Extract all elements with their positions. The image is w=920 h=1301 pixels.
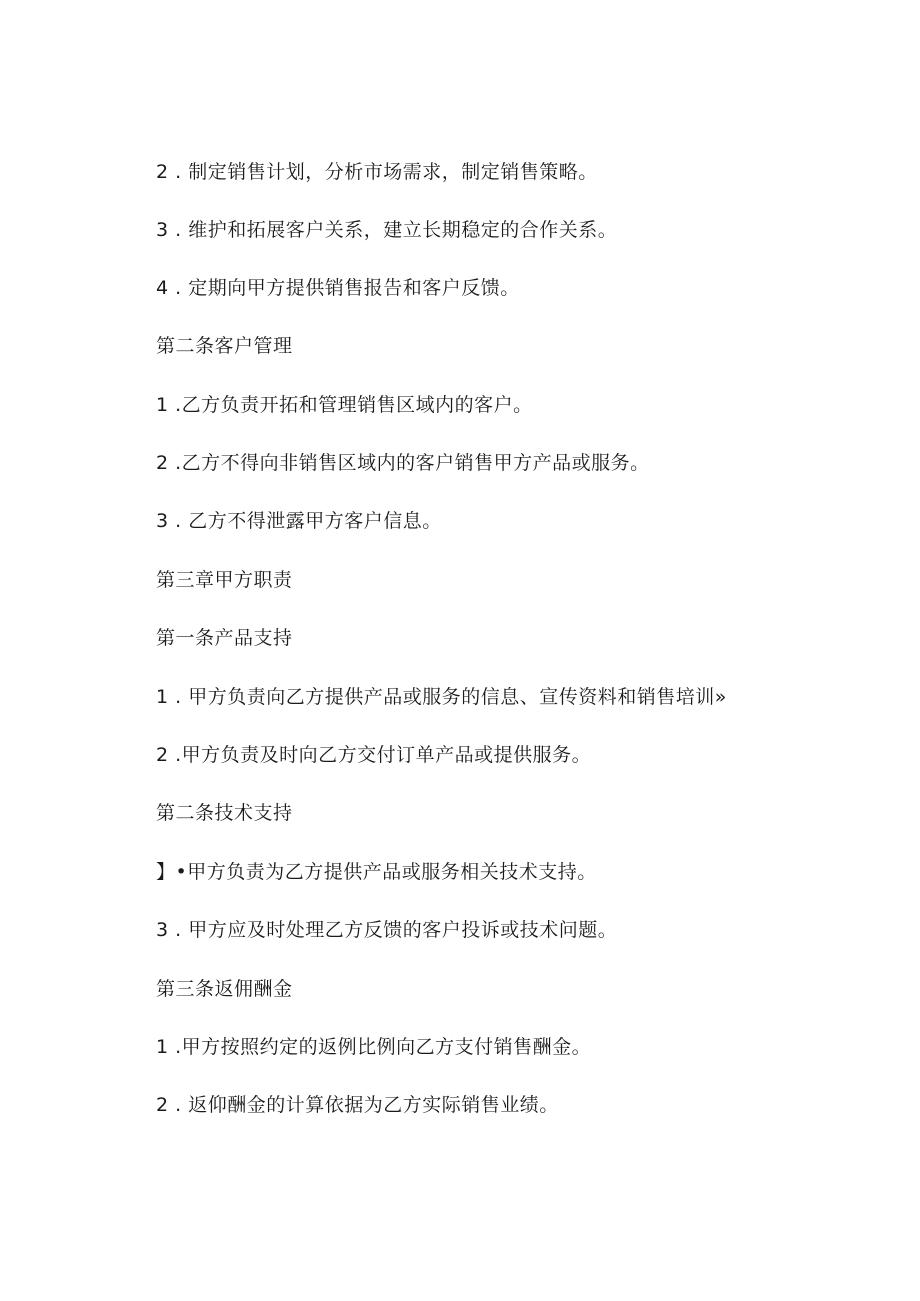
- article-heading: 第三条返佣酬金: [156, 978, 293, 1000]
- clause-item: 1 .甲方按照约定的返例比例向乙方支付销售酬金。: [156, 1036, 592, 1058]
- clause-item: 3 . 甲方应及时处理乙方反馈的客户投诉或技术问题。: [156, 919, 618, 941]
- clause-item: 1 . 甲方负责向乙方提供产品或服务的信息、宣传资料和销售培训»: [156, 686, 727, 708]
- clause-item: 4 . 定期向甲方提供销售报告和客户反馈。: [156, 277, 520, 299]
- article-heading: 第二条客户管理: [156, 335, 293, 357]
- clause-item: 1 .乙方负责开拓和管理销售区域内的客户。: [156, 394, 533, 416]
- clause-item: 】•甲方负责为乙方提供产品或服务相关技术支持。: [156, 861, 597, 883]
- chapter-heading: 第三章甲方职责: [156, 569, 293, 591]
- article-heading: 第二条技术支持: [156, 802, 293, 824]
- clause-item: 2 . 制定销售计划，分析市场需求，制定销售策略。: [156, 161, 598, 183]
- clause-item: 2 .甲方负责及时向乙方交付订单产品或提供服务。: [156, 744, 592, 766]
- clause-item: 2 .乙方不得向非销售区域内的客户销售甲方产品或服务。: [156, 452, 650, 474]
- clause-item: 2 . 返仰酬金的计算依据为乙方实际销售业绩。: [156, 1094, 559, 1116]
- clause-item: 3 . 维护和拓展客户关系，建立长期稳定的合作关系。: [156, 219, 618, 241]
- article-heading: 第一条产品支持: [156, 627, 293, 649]
- clause-item: 3 . 乙方不得泄露甲方客户信息。: [156, 510, 442, 532]
